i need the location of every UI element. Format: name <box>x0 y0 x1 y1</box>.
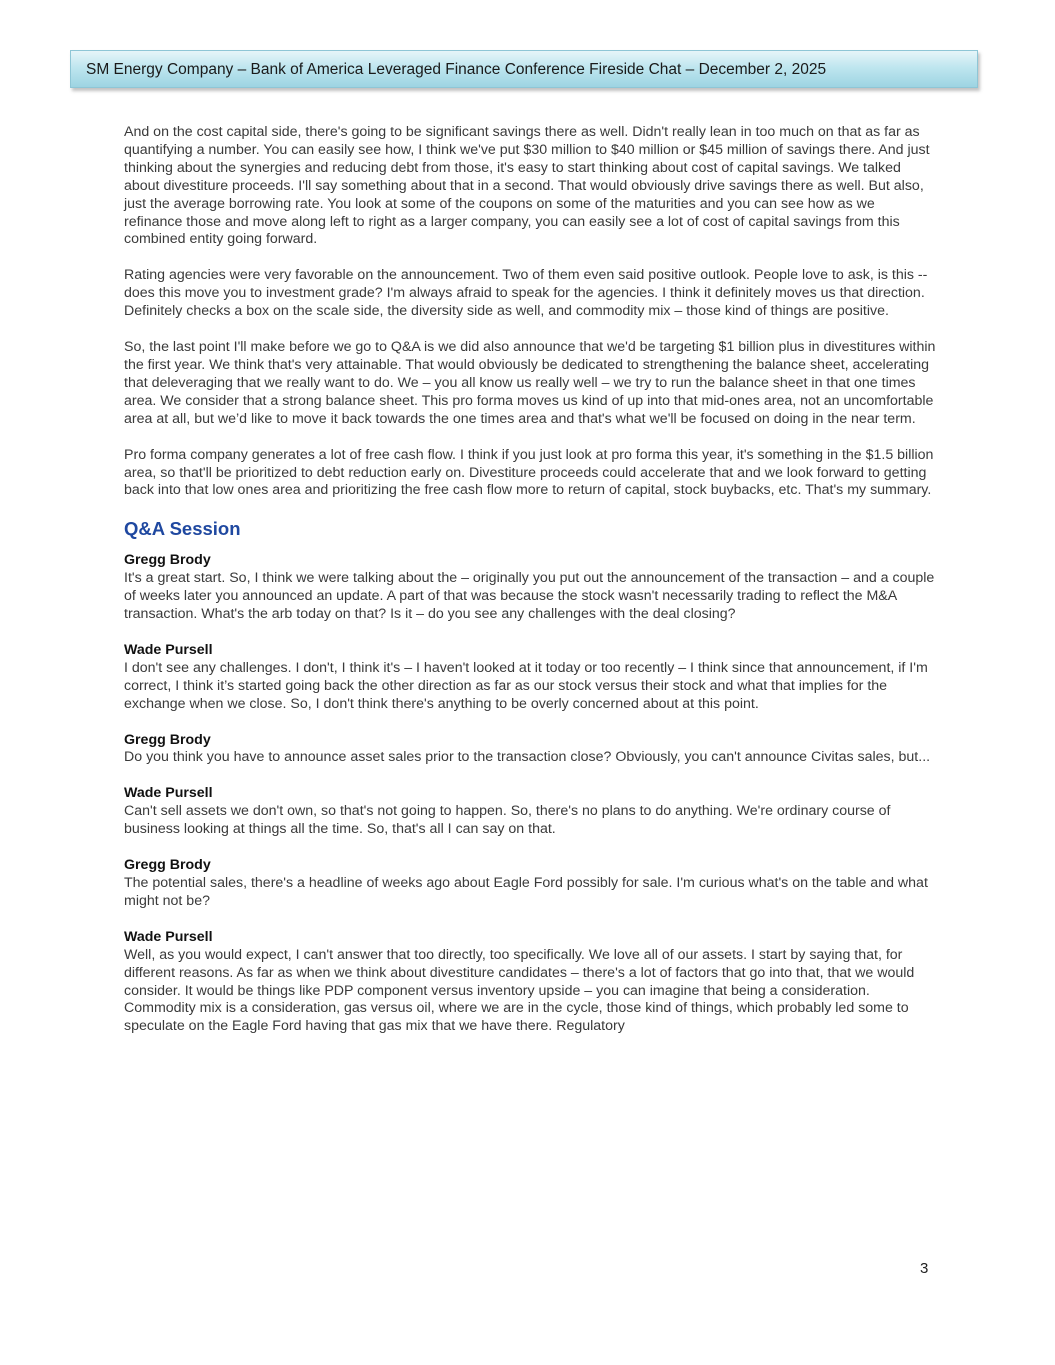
body-paragraph-cost-of-capital: And on the cost capital side, there's going to be significant savings there as well. Didn't really lean in too much on that as far as quantifying a number. You can easily see how, I think we've put $30 million to $40 million or $45 million of savings there. And just thinking about the synergies and reducing debt from those, it's easy to start thinking about cost of capital savings. We talked about divestiture proceeds. I'll say something about that in a second. That would obviously drive savings there as well. But also, just the average borrowing rate. You look at some of the coupons on some of the maturities and you can see how as we refinance those and move along left to right as a larger company, you can easily see a lot of cost of capital savings from this combined entity going forward. <box>124 124 930 248</box>
body-paragraph-free-cash-flow: Pro forma company generates a lot of free cash flow. I think if you just look at pro forma this year, it's something in the $1.5 billion area, so that'll be prioritized to debt reduction early on. Divestiture proceeds could accelerate that and we look forward to getting back into that low ones area and prioritizing the free cash flow more to return of capital, stock buybacks, etc. That's my summary. <box>124 446 934 499</box>
speaker-remark: The potential sales, there's a headline of weeks ago about Eagle Ford possibly for sale. I'm curious what's on the table and what might not be? <box>124 875 928 909</box>
speaker-remark: It's a great start. So, I think we were talking about the – originally you put out the announcement of the transaction – and a couple of weeks later you announced an update. A part of that was because the stock wasn't necessarily trading to reflect the M&A transaction. What's the arb today on that? Is it – do you see any challenges with the deal closing? <box>124 570 935 623</box>
speaker-remark: Do you think you have to announce asset sales prior to the transaction close? Obviously, you can't announce Civitas sales, but... <box>124 749 931 766</box>
qa-exchange <box>124 642 936 714</box>
body-paragraph-divestitures: So, the last point I'll make before we go to Q&A is we did also announce that we'd be targeting $1 billion plus in divestitures within the first year. We think that's very attainable. That would obviously be dedicated to strengthening the balance sheet, accelerating that deleveraging that we really want to do. We – you all know us really well – we try to run the balance sheet in that one times area. We consider that a strong balance sheet. This pro forma moves us kind of up into that mid-ones area, not an uncomfortable area at all, but we’d like to move it back towards the one times area and that's what we'll be focused on doing in the near term. <box>124 339 936 427</box>
qa-section-heading: Q&A Session <box>124 518 241 540</box>
document-title: SM Energy Company – Bank of America Leveraged Finance Conference Fireside Chat – December 2, 2025 <box>86 61 827 78</box>
speaker-name: Gregg Brody <box>124 731 211 748</box>
body-paragraph-rating-agencies: Rating agencies were very favorable on the announcement. Two of them even said positive outlook. People love to ask, is this -- does this move you to investment grade? I'm always afraid to speak for the agencies. I think it definitely moves us that direction. Definitely checks a box on the scale side, the diversity side as well, and commodity mix – those kind of things are positive. <box>124 267 928 320</box>
header-banner <box>70 50 978 88</box>
qa-exchange <box>124 857 936 911</box>
transcript-body <box>124 124 936 1054</box>
speaker-remark: I don't see any challenges. I don't, I think it's – I haven't looked at it today or too recently – I think since that announcement, if I'm correct, I think it’s started going back the other direction as far as our stock versus their stock and what that implies for the exchange when we close. So, I don't think there's anything to be overly concerned about at this point. <box>124 659 928 712</box>
speaker-remark: Well, as you would expect, I can't answer that too directly, too specifically. We love all of our assets. I start by saying that, for different reasons. As far as when we think about divestiture candidates – there's a lot of factors that go into that, that we would consider. It would be things like PDP component versus inventory upside – you can imagine that being a consideration. Commodity mix is a consideration, gas versus oil, where we are in the cycle, those kind of things, which probably led some to speculate on the Eagle Ford having that gas mix that we have there. Regulatory <box>124 946 915 1035</box>
qa-exchange <box>124 552 936 624</box>
speaker-remark: Can't sell assets we don't own, so that's not going to happen. So, there's no plans to do anything. We're ordinary course of business looking at things all the time. So, that's all I can say on that. <box>124 803 891 838</box>
qa-exchange <box>124 732 936 768</box>
speaker-name: Wade Pursell <box>124 785 213 802</box>
speaker-name: Wade Pursell <box>124 641 213 658</box>
speaker-name: Gregg Brody <box>124 552 211 569</box>
speaker-name: Gregg Brody <box>124 857 211 874</box>
speaker-name: Wade Pursell <box>124 928 213 945</box>
qa-exchange <box>124 785 936 839</box>
qa-exchange <box>124 929 936 1036</box>
page-number: 3 <box>920 1260 929 1277</box>
